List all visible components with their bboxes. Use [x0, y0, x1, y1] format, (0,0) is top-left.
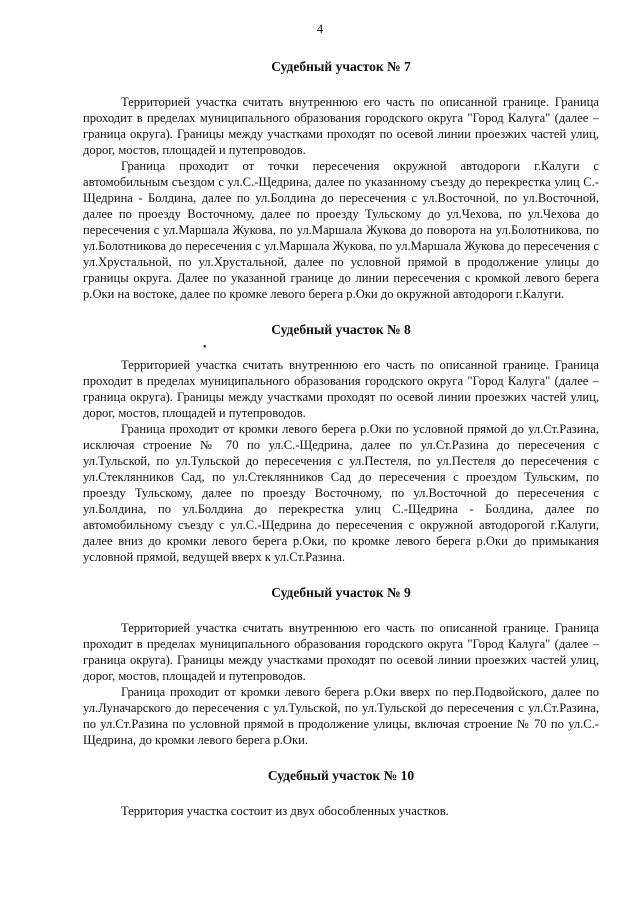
section-title: Судебный участок № 7	[271, 59, 411, 74]
stray-mark: •	[203, 342, 207, 353]
document-body	[83, 58, 599, 819]
paragraph: Территорией участка считать внутреннюю его часть по описанной границе. Граница проходит в пределах муниципального образования городского округа "Город Калуга" (далее – граница округа). Границы между участками проходят по осевой линии проезжих частей улиц, дорог, мостов, площадей и путепроводов.	[83, 621, 599, 683]
section-title: Судебный участок № 9	[271, 585, 411, 600]
paragraph: Территорией участка считать внутреннюю его часть по описанной границе. Граница проходит в пределах муниципального образования городского округа "Город Калуга" (далее – граница округа). Границы между участками проходят по осевой линии проезжих частей улиц, дорог, мостов, площадей и путепроводов.	[83, 95, 599, 157]
paragraph: Граница проходит от точки пересечения окружной автодороги г.Калуги с автомобильным съездом с ул.С.-Щедрина, далее по указанному съезду до перекрестка улиц С.-Щедрина - Болдина, далее по ул.Болдина до пересечения с ул.Восточной, по ул.Восточной, далее по проезду Восточному, далее по проезду Тульскому до ул.Чехова, по ул.Чехова до пересечения с ул.Маршала Жукова, по ул.Маршала Жукова до поворота на ул.Болотникова, по ул.Болотникова до пересечения с ул.Маршала Жукова, по ул.Маршала Жукова до пересечения с ул.Хрустальной, по ул.Хрустальной, далее по условной прямой в продолжение улицы до границы округа. Далее по указанной границе до линии пересечения с кромкой левого берега р.Оки на востоке, далее по кромке левого берега р.Оки до окружной автодороги г.Калуги.	[83, 159, 599, 301]
paragraph: Граница проходит от кромки левого берега р.Оки по условной прямой до ул.Ст.Разина, исключая строение № 70 по ул.С.-Щедрина, далее по ул.Ст.Разина до пересечения с ул.Тульской, по ул.Тульской до пересечения с ул.Пестеля, по ул.Пестеля до пересечения с ул.Стеклянников Сад, по ул.Стеклянников Сад до пересечения с проездом Тульским, по проезду Тульскому, далее по проезду Восточному, по ул.Восточной до пересечения с ул.Болдина, по ул.Болдина до перекрестка улиц С.-Щедрина - Болдина, далее по автомобильному съезду с ул.С.-Щедрина до пересечения с окружной автодорогой г.Калуги, далее вниз до кромки левого берега р.Оки, по кромке левого берега р.Оки до примыкания условной прямой, ведущей вверх к ул.Ст.Разина.	[83, 422, 599, 564]
section-title: Судебный участок № 10	[267, 768, 415, 783]
section-court-7	[83, 58, 599, 302]
paragraph: Территорией участка считать внутреннюю его часть по описанной границе. Граница проходит в пределах муниципального образования городского округа "Город Калуга" (далее – граница округа). Границы между участками проходят по осевой линии проезжих частей улиц, дорог, мостов, площадей и путепроводов.	[83, 358, 599, 420]
section-court-10	[83, 767, 599, 819]
section-title: Судебный участок № 8	[271, 322, 411, 337]
section-court-8	[83, 321, 599, 565]
paragraph: Территория участка состоит из двух обособленных участков.	[121, 804, 449, 818]
page-number: 4	[316, 22, 324, 36]
paragraph: Граница проходит от кромки левого берега р.Оки вверх по пер.Подвойского, далее по ул.Луначарского до пересечения с ул.Тульской, по ул.Тульской до пересечения с ул.Ст.Разина, по ул.Ст.Разина по условной прямой в продолжение улицы, включая строение № 70 по ул.С.-Щедрина, до кромки левого берега р.Оки.	[83, 685, 599, 747]
section-court-9	[83, 584, 599, 748]
